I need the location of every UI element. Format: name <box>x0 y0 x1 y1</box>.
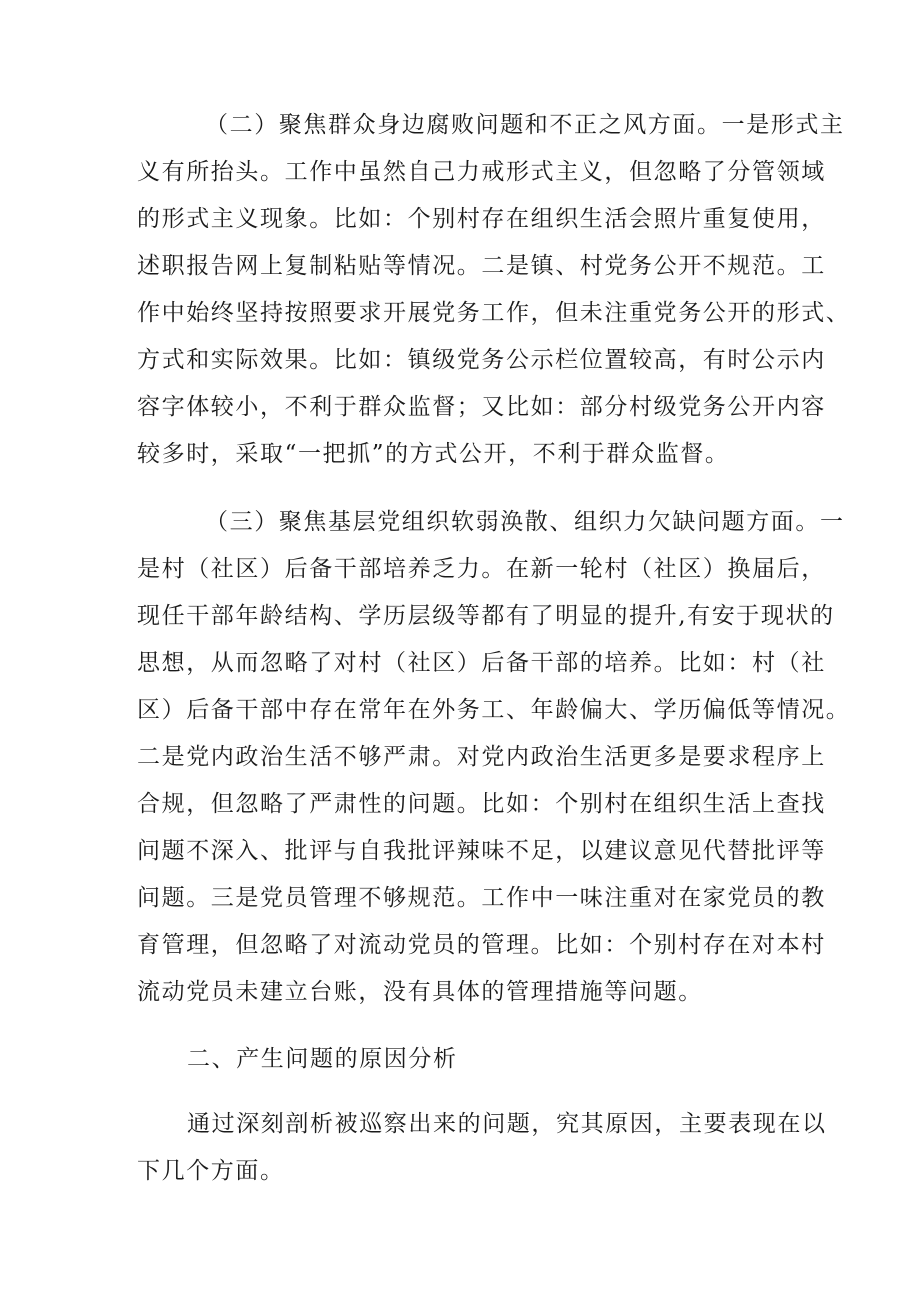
text-line: 通过深刻剖析被巡察出来的问题，究其原因，主要表现在以 <box>187 1111 827 1137</box>
text-line: 问题不深入、批评与自我批评辣味不足，以建议意见代替批评等 <box>137 838 826 864</box>
text-line: 区）后备干部中存在常年在外务工、年龄偏大、学历偏低等情况。 <box>137 697 851 723</box>
text-line: 下几个方面。 <box>137 1158 285 1184</box>
text-line: 二是党内政治生活不够严肃。对党内政治生活更多是要求程序上 <box>137 744 826 770</box>
text-line: 是村（社区）后备干部培养乏力。在新一轮村（社区）换届后， <box>137 556 826 582</box>
text-line: （三）聚焦基层党组织软弱涣散、组织力欠缺问题方面。一 <box>205 509 845 535</box>
text-line: 思想，从而忽略了对村（社区）后备干部的培养。比如：村（社 <box>137 650 826 676</box>
section-heading: 二、产生问题的原因分析 <box>187 1046 458 1072</box>
text-line: 较多时，采取“一把抓”的方式公开，不利于群众监督。 <box>137 441 730 467</box>
text-line: 述职报告网上复制粘贴等情况。二是镇、村党务公开不规范。工 <box>137 253 826 279</box>
text-line: 现任干部年龄结构、学历层级等都有了明显的提升,有安于现状的 <box>137 603 835 629</box>
text-line: 作中始终坚持按照要求开展党务工作，但未注重党务公开的形式、 <box>137 300 851 326</box>
text-line: 合规，但忽略了严肃性的问题。比如：个别村在组织生活上查找 <box>137 791 826 817</box>
text-line: 的形式主义现象。比如：个别村存在组织生活会照片重复使用， <box>137 206 826 232</box>
text-line: 义有所抬头。工作中虽然自己力戒形式主义，但忽略了分管领域 <box>137 159 826 185</box>
text-line: 问题。三是党员管理不够规范。工作中一味注重对在家党员的教 <box>137 885 826 911</box>
text-line: 育管理，但忽略了对流动党员的管理。比如：个别村存在对本村 <box>137 932 826 958</box>
text-line: 方式和实际效果。比如：镇级党务公示栏位置较高，有时公示内 <box>137 347 826 373</box>
text-line: 流动党员未建立台账，没有具体的管理措施等问题。 <box>137 979 703 1005</box>
text-line: （二）聚焦群众身边腐败问题和不正之风方面。一是形式主 <box>205 112 845 138</box>
text-line: 容字体较小，不利于群众监督；又比如：部分村级党务公开内容 <box>137 394 826 420</box>
